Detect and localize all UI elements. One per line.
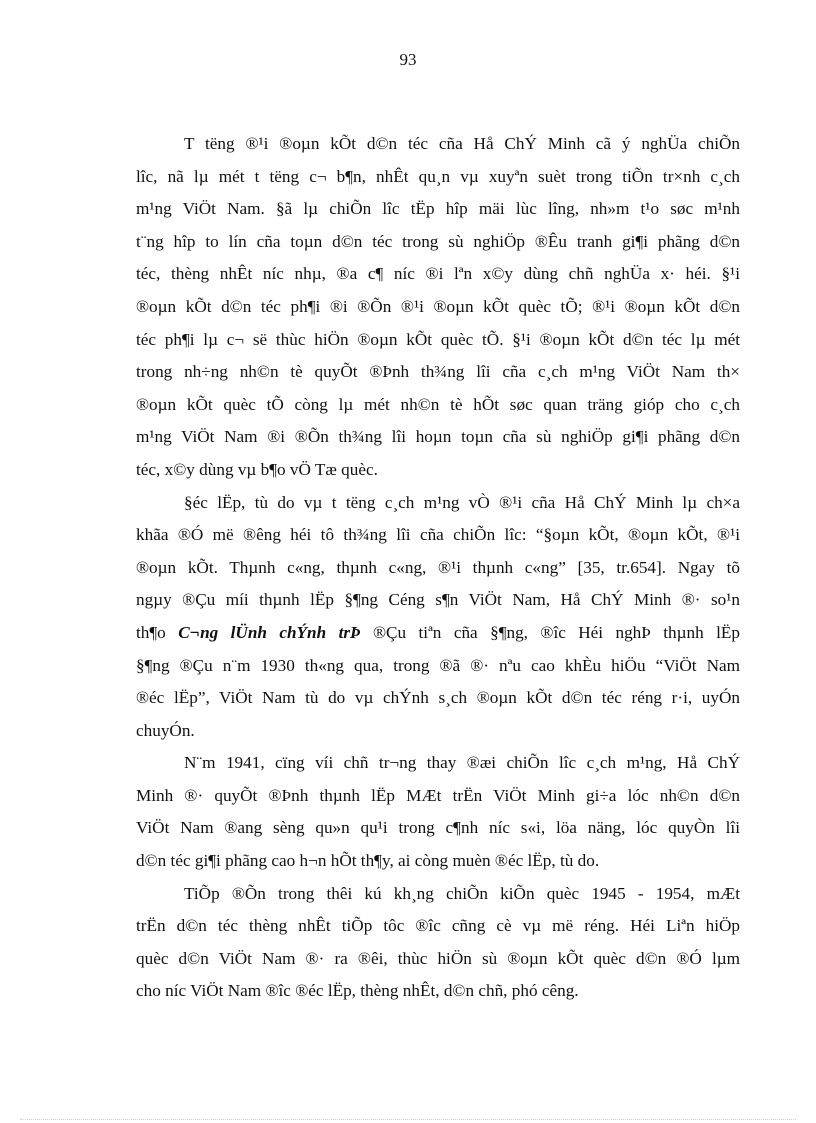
text-line: trong nh÷ng nh©n tè quyÕt ®Þnh th¾ng lîi cña c¸ch m¹ng ViÖt Nam th× [136, 362, 740, 382]
text-line: TiÕp ®Õn trong thêi kú kh¸ng chiÕn kiÕn quèc 1945 - 1954, mÆt [184, 883, 740, 903]
text-line: N¨m 1941, cïng víi chñ tr¬ng thay ®æi chiÕn lîc c¸ch m¹ng, Hå ChÝ [184, 753, 740, 773]
body-text [136, 128, 740, 1008]
text-line: ViÖt Nam ®ang sèng qu»n qu¹i trong c¶nh níc s«i, löa näng, lóc quyÒn lîi [136, 818, 740, 838]
text-line: m¹ng ViÖt Nam. §ã lµ chiÕn lîc tËp hîp mäi lùc lîng, nh»m t¹o søc m¹nh [136, 199, 740, 219]
text-line [136, 617, 740, 650]
text-line: lîc, nã lµ mét t tëng c¬ b¶n, nhÊt qu¸n vµ xuyªn suèt trong tiÕn tr×nh c¸ch [136, 166, 740, 186]
document-title-emphasis: C¬ng lÜnh chÝnh trÞ [178, 622, 361, 642]
text-line: chuyÓn. [136, 720, 195, 740]
paragraph [136, 878, 740, 1008]
text-line: §éc lËp, tù do vµ t tëng c¸ch m¹ng vÒ ®¹i cña Hå ChÝ Minh lµ ch×a [184, 492, 740, 512]
text-line: quèc d©n ViÖt Nam ®· ra ®êi, thùc hiÖn sù ®oµn kÕt quèc d©n ®Ó lµm [136, 948, 740, 968]
text-line: t¨ng hîp to lín cña toµn d©n téc trong sù nghiÖp ®Êu tranh gi¶i phãng d©n [136, 231, 740, 251]
text-line: ®oµn kÕt d©n téc ph¶i ®i ®Õn ®¹i ®oµn kÕt quèc tÕ; ®¹i ®oµn kÕt d©n [136, 296, 740, 316]
text-line: téc, x©y dùng vµ b¶o vÖ Tæ quèc. [136, 459, 378, 479]
paragraph [136, 487, 740, 748]
text-line: khãa ®Ó më ®êng héi tô th¾ng lîi cña chiÕn lîc: “§oµn kÕt, ®oµn kÕt, ®¹i [136, 525, 740, 545]
text-line: ngµy ®Çu míi thµnh lËp §¶ng Céng s¶n ViÖt Nam, Hå ChÝ Minh ®· so¹n [136, 590, 740, 610]
text-line: téc, thèng nhÊt níc nhµ, ®a c¶ níc ®i lªn x©y dùng chñ nghÜa x· héi. §¹i [136, 264, 740, 284]
text-line: ®oµn kÕt. Thµnh c«ng, thµnh c«ng, ®¹i thµnh c«ng” [35, tr.654]. Ngay tõ [136, 557, 740, 577]
page-number: 93 [399, 50, 417, 69]
paragraph [136, 128, 740, 487]
text-segment: th¶o [136, 622, 166, 642]
text-line: ®éc lËp”, ViÖt Nam tù do vµ chÝnh s¸ch ®oµn kÕt d©n téc réng r·i, uyÓn [136, 688, 740, 708]
text-line: trËn d©n téc thèng nhÊt tiÕp tôc ®îc cñng cè vµ më réng. Héi Liªn hiÖp [136, 916, 740, 936]
text-line: m¹ng ViÖt Nam ®i ®Õn th¾ng lîi hoµn toµn cña sù nghiÖp gi¶i phãng d©n [136, 427, 740, 447]
paragraph [136, 747, 740, 877]
text-line: d©n téc gi¶i phãng cao h¬n hÕt th¶y, ai còng muèn ®éc lËp, tù do. [136, 851, 600, 871]
text-line: cho níc ViÖt Nam ®îc ®éc lËp, thèng nhÊt, d©n chñ, phó cêng. [136, 981, 579, 1001]
text-line: T tëng ®¹i ®oµn kÕt d©n téc cña Hå ChÝ Minh cã ý nghÜa chiÕn [184, 134, 740, 153]
text-line: Minh ®· quyÕt ®Þnh thµnh lËp MÆt trËn ViÖt Minh gi÷a lóc nh©n d©n [136, 785, 740, 805]
text-line: §¶ng ®Çu n¨m 1930 th«ng qua, trong ®ã ®· nªu cao khÈu hiÖu “ViÖt Nam [136, 655, 740, 675]
text-line: téc ph¶i lµ c¬ së thùc hiÖn ®oµn kÕt quèc tÕ. §¹i ®oµn kÕt d©n téc lµ mét [136, 329, 740, 349]
text-line: ®oµn kÕt quèc tÕ còng lµ mét nh©n tè hÕt søc quan träng gióp cho c¸ch [136, 394, 740, 414]
page-bottom-divider [20, 1119, 796, 1120]
text-segment: ®Çu tiªn cña §¶ng, ®îc Héi nghÞ thµnh lËp [372, 622, 741, 642]
